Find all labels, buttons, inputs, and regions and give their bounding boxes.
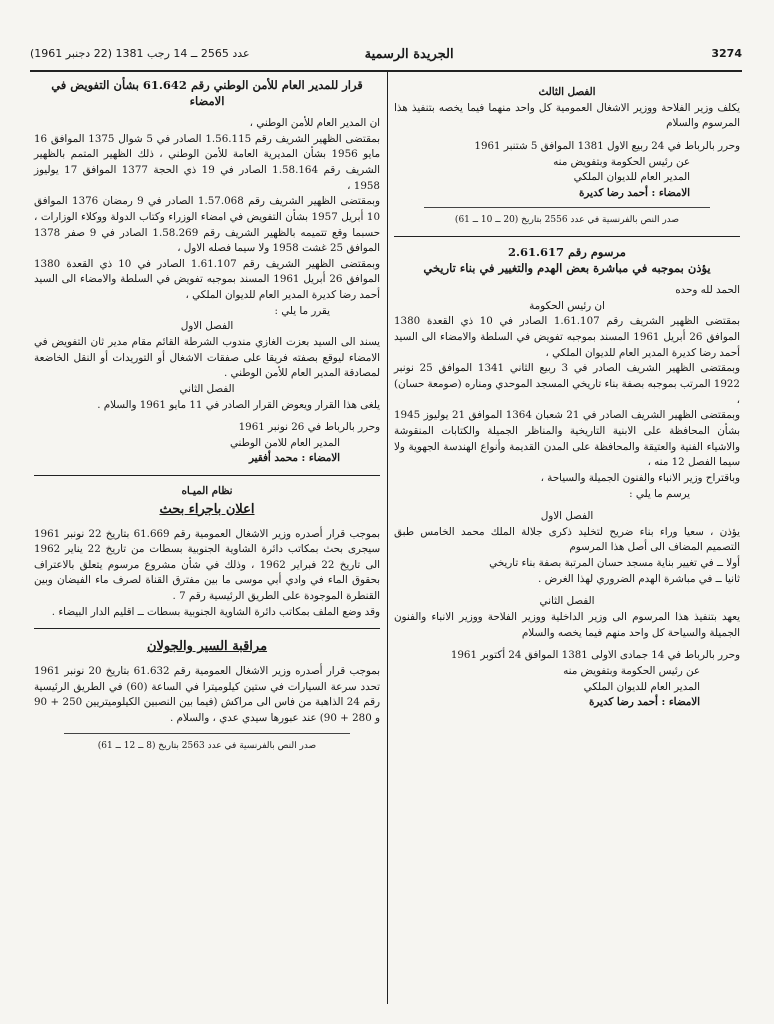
- on-behalf: عن رئيس الحكومة وبتفويض منه: [553, 155, 690, 168]
- traffic-title: مراقبة السير والجولان: [146, 639, 268, 655]
- traffic-text: بموجب قرار أصدره وزير الاشغال العمومية رقم 61.632 بتاريخ 20 نونبر 1961 تحدد سرعة السيارات في ستين كيلوميترا في الساعة (60) في الطريق الرئيسية رقم 24 الذاهبة من فاس الى مراكش (فيما بين النصبين الكيلوميتريين 250 + 90 و 280 + 90) عند عبورها سيدي عدي ، والسلام .: [34, 665, 380, 725]
- decision-ch2-title: الفصل الثاني: [179, 382, 235, 395]
- decision-ch1-title: الفصل الاول: [180, 320, 234, 333]
- column-divider: [387, 72, 388, 1004]
- water-section-head: نظام الميـاه: [181, 485, 233, 498]
- section-divider: [34, 628, 380, 629]
- decision-ch1-text: يسند الى السيد بعزت الغازي مندوب الشرطة القائم مقام مدير ثان التفويض في الامضاء ليوقع بصفته فريقا على صفقات الاشغال أو التوريدات أو النقل الخاضعة لمصادقة المدير العام للأمن الوطني .: [34, 336, 380, 380]
- recital-1: بمقتضى الظهير الشريف رقم 1.61.107 الصادر في 10 ذي القعدة 1380 الموافق 26 أبريل 1961 المسند بموجبه تفويض في السلطة والامضاء الى السيد أحمد رضا كديرة المدير العام للديوان الملكي ،: [394, 315, 740, 359]
- ch2-text: يعهد بتنفيذ هذا المرسوم الى وزير الداخلية ووزير الفلاحة ووزير الانباء والفنون الجميلة والسياحة كل واحد منهم فيما يخصه والسلام: [394, 611, 740, 639]
- chapter3-title: الفصل الثالث: [538, 86, 596, 98]
- header-rule: [30, 70, 742, 72]
- royal-director-2: المدير العام للديوان الملكي: [583, 680, 700, 693]
- recital-2: وبمقتضى الظهير الشريف الصادر في 3 ربيع الثاني 1341 الموافق 25 نونبر 1922 المرتب بموجبه بصفة بناء تاريخي المسجد الموحدي ومناره (صومعة حسان) ،: [394, 362, 741, 406]
- decision-p2: وبمقتضى الظهير الشريف رقم 1.57.068 الصادر في 9 رمضان 1376 الموافق 10 أبريل 1957 بشأن التفويض في امضاء الوزراء وكتاب الدولة ووكلاء الوزارات ، حسبما وقع تتميمه بالظهير الشريف رقم 1.58.269 الصادر في 9 صفر 1378 الموافق 25 غشت 1958 ولا سيما فصله الاول ،: [34, 195, 380, 255]
- on-behalf-2: عن رئيس الحكومة وبتفويض منه: [563, 664, 700, 677]
- pm-line: ان رئيس الحكومة: [529, 299, 605, 312]
- right-column: [394, 78, 740, 711]
- decision-ch2-text: يلغى هذا القرار ويعوض القرار الصادر في 11 مايو 1961 والسلام .: [97, 398, 380, 411]
- ch2-title: الفصل الثاني: [539, 595, 595, 608]
- royal-director: المدير العام للديوان الملكي: [573, 171, 690, 184]
- decision-intro: ان المدير العام للأمن الوطني ،: [249, 117, 380, 130]
- notice-text-2: وقد وضع الملف بمكاتب دائرة الشاوية الجنوبية بسطات ــ اقليم الدار البيضاء .: [51, 605, 380, 618]
- decree-number: مرسوم رقم 2.61.617: [508, 245, 626, 260]
- notice-title: اعلان باجراء بحث: [159, 501, 255, 517]
- recital-4: وباقتراح وزير الانباء والفنون الجميلة والسياحة ،: [540, 471, 740, 484]
- page-header: [30, 47, 742, 69]
- signature-2: الامضاء : أحمد رضا كديرة: [589, 696, 700, 709]
- done-at: وحرر بالرباط في 24 ربيع الاول 1381 الموافق 5 شتنبر 1961: [474, 139, 740, 152]
- section-divider: [394, 236, 740, 237]
- decision-done-at: وحرر بالرباط في 26 نونبر 1961: [238, 421, 380, 434]
- ch1-item-a: أولا ــ في تغيير بناية مسجد حسان المرتبة بصفة بناء تاريخي: [489, 557, 740, 570]
- praise: الحمد لله وحده: [675, 284, 740, 297]
- left-french-note: صدر النص بالفرنسية في عدد 2563 بتاريخ (8 ــ 12 ــ 61): [97, 740, 317, 751]
- done-at-2: وحرر بالرباط في 14 جمادى الاولى 1381 الموافق 24 أكتوبر 1961: [450, 649, 740, 662]
- decision-title: قرار للمدير العام للأمن الوطني رقم 61.642 بشأن التفويض في الامضاء: [51, 78, 363, 108]
- ch1-title: الفصل الاول: [540, 510, 594, 523]
- decision-p1: بمقتضى الظهير الشريف رقم 1.56.115 الصادر في 5 شوال 1375 الموافق 16 مايو 1956 بشأن المديرية العامة للأمن الوطني ، ذلك الظهير المتمم بالظهير الشريف رقم 1.58.164 الصادر في 19 ذي الحجة 1377 الموافق 17 يوليوز 1958 ،: [34, 132, 381, 192]
- issue-info: عدد 2565 ــ 14 رجب 1381 (22 دجنبر 1961): [30, 47, 250, 60]
- notice-text: بموجب قرار أصدره وزير الاشغال العمومية رقم 61.669 بتاريخ 22 نونبر 1961 سيجرى بحث بمكاتب دائرة الشاوية الجنوبية بسطات من تاريخ 22 يناير 1962 الى تاريخ 22 فبراير 1962 ، وذلك في شأن مشروع مرسوم يتعلق بالاعتراف بحقوق الماء في وادي أبي موسى ما بين مفترق القناة لصرف ماء الفيضان وبين القنطرة الموجودة على الطريق الرئيسية رقم 7 .: [34, 527, 380, 603]
- decision-signature: الامضاء : محمد أفقير: [248, 452, 340, 465]
- section-divider: [34, 475, 380, 476]
- divider: [424, 207, 710, 208]
- decision-director: المدير العام للامن الوطني: [229, 436, 340, 449]
- ch1-text: يؤذن ، سعيا وراء بناء ضريح لتخليد ذكرى جلالة الملك محمد الخامس طبق التصميم المضاف الى أصل هذا المرسوم: [394, 525, 740, 554]
- signature: الامضاء : أحمد رضا كديرة: [579, 186, 690, 199]
- recital-3: وبمقتضى الظهير الشريف الصادر في 21 شعبان 1364 الموافق 21 يوليوز 1945 بشأن المحافظة على الابنية التاريخية والمناظر الجميلة والكتابات المنقوشة والاشياء الفنية والعتيقة والمحافظة على المدن القديمة وأنواع الهندسة الجهوية ولا سيما الفصل 12 منه ،: [394, 409, 741, 469]
- page-number: 3274: [711, 47, 742, 60]
- decides-line: يقرر ما يلي :: [274, 304, 330, 317]
- left-column: [34, 78, 380, 753]
- ch1-item-b: ثانيا ــ في مباشرة الهدم الضروري لهذا الغرض .: [538, 572, 740, 585]
- decree-title: يؤذن بموجبه في مباشرة بعض الهدم والتغيير في بناء تاريخي: [423, 260, 711, 275]
- decision-p3: وبمقتضى الظهير الشريف رقم 1.61.107 الصادر في 10 ذي القعدة 1380 الموافق 26 أبريل 1961 المسند بموجبه تفويض في السلطة والامضاء الى السيد أحمد رضا كديرة المدير العام للديوان الملكي ،: [34, 257, 380, 302]
- divider: [64, 733, 350, 734]
- gazette-title: الجريدة الرسمية: [364, 47, 454, 62]
- decrees-line: يرسم ما يلي :: [629, 487, 690, 500]
- chapter3-text: يكلف وزير الفلاحة ووزير الاشغال العمومية كل واحد منهما فيما يخصه بتنفيذ هذا المرسوم والسلام: [394, 101, 740, 130]
- french-note: صدر النص بالفرنسية في عدد 2556 بتاريخ (20 ــ 10 ــ 61): [454, 215, 680, 226]
